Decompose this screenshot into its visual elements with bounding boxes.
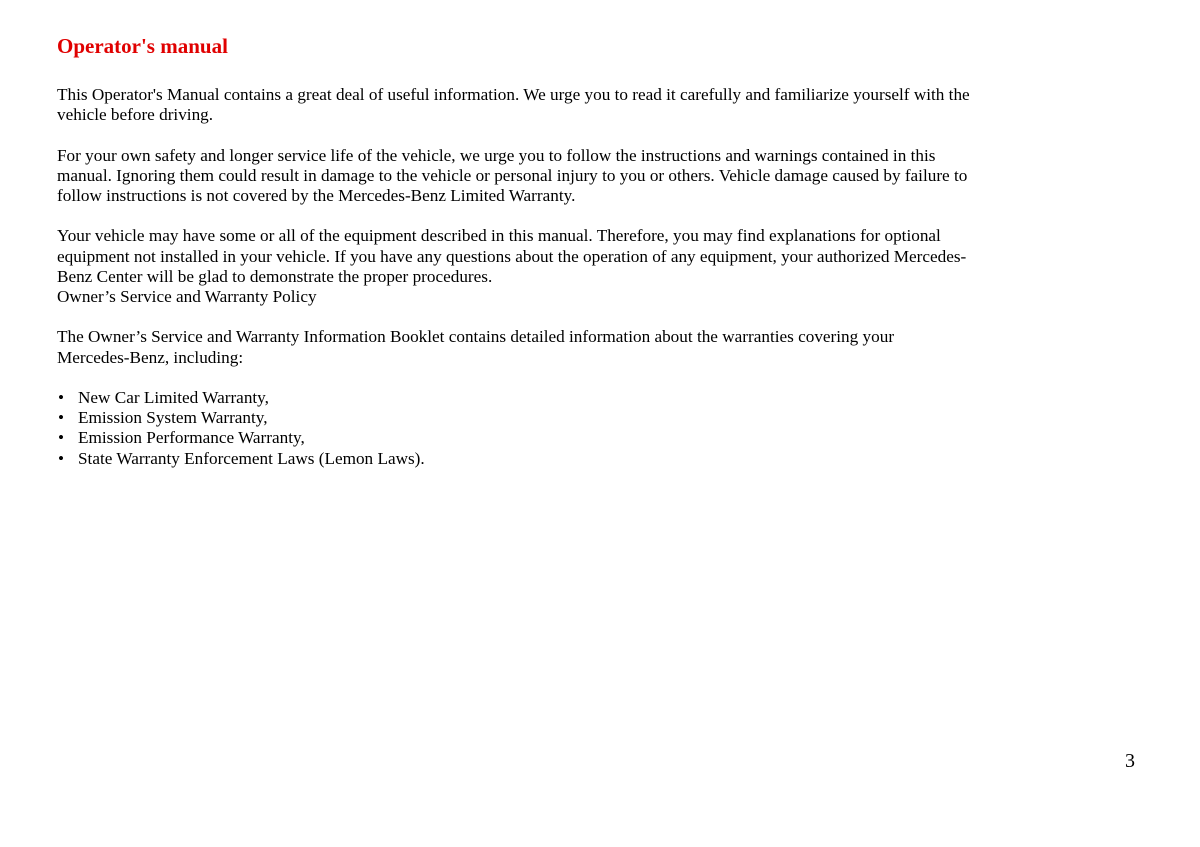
equipment-paragraph — [57, 226, 1147, 287]
bullet-icon: • — [58, 387, 65, 407]
booklet-line-1: The Owner’s Service and Warranty Information Booklet contains detailed information about the warranties covering your — [57, 327, 895, 347]
page-number: 3 — [1125, 750, 1135, 772]
body-text — [57, 85, 1147, 469]
bullet-icon: • — [58, 428, 65, 448]
equipment-line-1: Your vehicle may have some or all of the equipment described in this manual. Therefore, you may find explanations for optional — [57, 226, 941, 246]
bullet-icon: • — [58, 408, 65, 428]
safety-line-3: follow instructions is not covered by the Mercedes-Benz Limited Warranty. — [57, 186, 576, 205]
list-item — [57, 408, 1147, 428]
list-item — [57, 388, 1147, 408]
safety-paragraph — [57, 146, 1147, 207]
page-title: Operator's manual — [57, 34, 228, 58]
bullet-icon: • — [58, 448, 65, 468]
list-item-text: New Car Limited Warranty, — [78, 387, 269, 407]
equipment-line-2: equipment not installed in your vehicle. If you have any questions about the operation of any equipment, your authorized Mercedes- — [57, 246, 967, 266]
booklet-line-2: Mercedes-Benz, including: — [57, 347, 244, 367]
safety-line-1: For your own safety and longer service life of the vehicle, we urge you to follow the instructions and warnings contained in this — [57, 145, 936, 165]
list-item — [57, 428, 1147, 448]
warranty-list — [57, 388, 1147, 469]
booklet-paragraph — [57, 327, 1147, 367]
intro-line-1: This Operator's Manual contains a great deal of useful information. We urge you to read it carefully and familiarize yourself with the — [57, 85, 970, 104]
intro-paragraph — [57, 85, 1147, 125]
list-item — [57, 449, 1147, 469]
intro-line-2: vehicle before driving. — [57, 105, 214, 125]
policy-heading: Owner’s Service and Warranty Policy — [57, 287, 317, 306]
safety-line-2: manual. Ignoring them could result in damage to the vehicle or personal injury to you or others. Vehicle damage caused by failure to — [57, 165, 968, 185]
equipment-line-3: Benz Center will be glad to demonstrate the proper procedures. — [57, 266, 493, 286]
list-item-text: Emission System Warranty, — [78, 408, 268, 428]
list-item-text: State Warranty Enforcement Laws (Lemon Laws). — [78, 448, 425, 468]
list-item-text: Emission Performance Warranty, — [78, 428, 305, 448]
